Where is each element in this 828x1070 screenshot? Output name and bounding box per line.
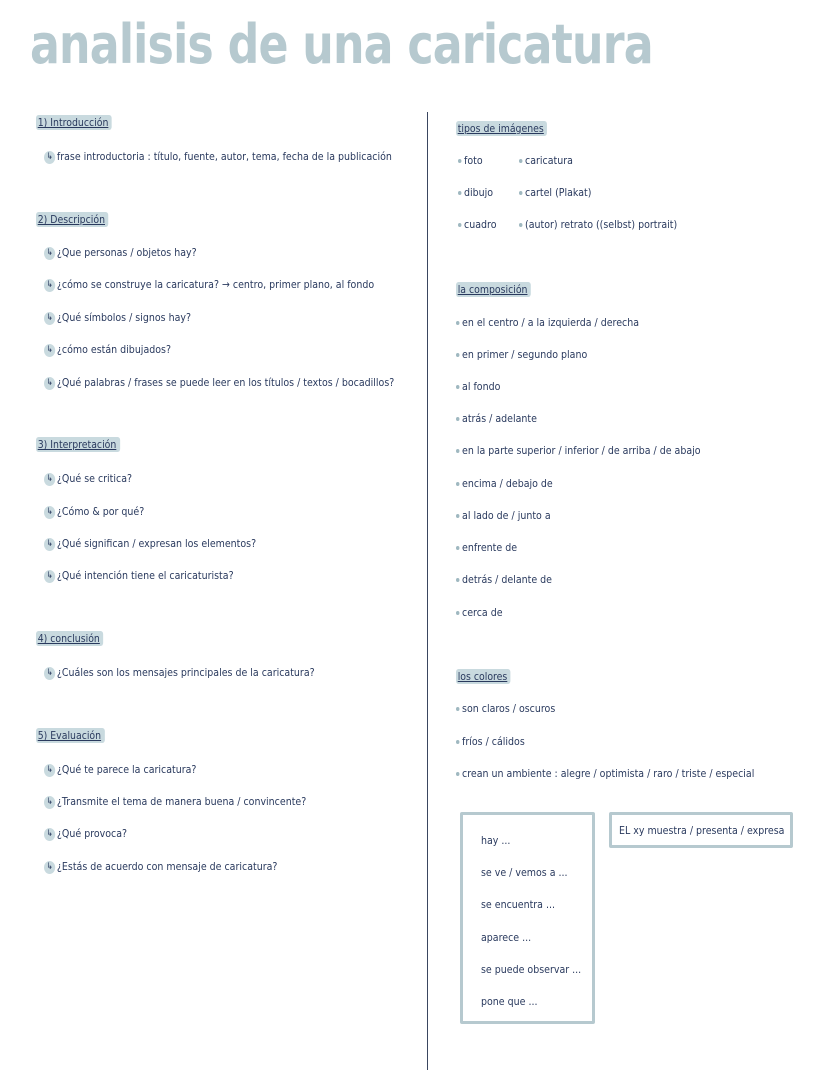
- list-item: fríos / cálidos: [456, 735, 525, 748]
- list-item: ↳ ¿Transmite el tema de manera buena / convincente?: [44, 795, 306, 809]
- bullet-icon: [458, 191, 461, 195]
- arrow-icon: ↳: [44, 828, 55, 841]
- list-item: ↳ ¿Qué provoca?: [44, 827, 127, 841]
- box-phrase: pone que ...: [481, 995, 538, 1008]
- heading-colores: los colores: [456, 669, 511, 684]
- list-item: ↳ ¿Que personas / objetos hay?: [44, 246, 197, 260]
- list-item: atrás / adelante: [456, 412, 537, 425]
- heading-introduccion: 1) Introducción: [36, 115, 112, 130]
- list-item: cartel (Plakat): [519, 186, 591, 199]
- list-item: ↳ ¿cómo se construye la caricatura? → centro, primer plano, al fondo: [44, 278, 374, 292]
- heading-composicion: la composición: [456, 282, 531, 297]
- arrow-icon: ↳: [44, 538, 55, 551]
- list-item: (autor) retrato ((selbst) portrait): [519, 218, 677, 231]
- heading-evaluacion: 5) Evaluación: [36, 728, 104, 743]
- column-divider: [427, 112, 428, 1070]
- bullet-icon: [458, 159, 461, 163]
- list-item: al lado de / junto a: [456, 509, 551, 522]
- bullet-icon: [456, 611, 459, 615]
- arrow-icon: ↳: [44, 570, 55, 583]
- bullet-icon: [456, 578, 459, 582]
- arrow-icon: ↳: [44, 312, 55, 325]
- arrow-icon: ↳: [44, 151, 55, 164]
- bullet-icon: [456, 385, 459, 389]
- box-phrase: aparece ...: [481, 931, 532, 944]
- list-item: ↳ ¿Cuáles son los mensajes principales de la caricatura?: [44, 666, 315, 680]
- heading-descripcion: 2) Descripción: [36, 212, 108, 227]
- bullet-icon: [519, 223, 522, 227]
- bullet-icon: [456, 321, 459, 325]
- list-item: ↳ ¿Estás de acuerdo con mensaje de caricatura?: [44, 860, 277, 874]
- arrow-icon: ↳: [44, 473, 55, 486]
- list-item: dibujo: [458, 186, 493, 199]
- list-item: ↳ ¿Qué intención tiene el caricaturista?: [44, 569, 234, 583]
- bullet-icon: [456, 740, 459, 744]
- arrow-icon: ↳: [44, 796, 55, 809]
- list-item: en primer / segundo plano: [456, 348, 587, 361]
- arrow-icon: ↳: [44, 279, 55, 292]
- list-item: enfrente de: [456, 541, 517, 554]
- list-item: foto: [458, 154, 483, 167]
- arrow-icon: ↳: [44, 764, 55, 777]
- box-phrase: se ve / vemos a ...: [481, 866, 568, 879]
- list-item: ↳ ¿Qué palabras / frases se puede leer en los títulos / textos / bocadillos?: [44, 376, 394, 390]
- arrow-icon: ↳: [44, 506, 55, 519]
- box-note: EL xy muestra / presenta / expresa: [619, 824, 785, 837]
- bullet-icon: [456, 707, 459, 711]
- list-item: ↳ ¿Qué significan / expresan los elementos?: [44, 537, 256, 551]
- list-item: ↳ ¿Qué símbolos / signos hay?: [44, 311, 191, 325]
- list-item: ↳ frase introductoria : título, fuente, autor, tema, fecha de la publicación: [44, 150, 392, 164]
- list-item: ↳ ¿cómo están dibujados?: [44, 343, 171, 357]
- arrow-icon: ↳: [44, 861, 55, 874]
- bullet-icon: [519, 159, 522, 163]
- page-title: analisis de una caricatura: [30, 13, 653, 76]
- bullet-icon: [519, 191, 522, 195]
- bullet-icon: [456, 514, 459, 518]
- list-item: cerca de: [456, 606, 503, 619]
- list-item: ↳ ¿Cómo & por qué?: [44, 505, 144, 519]
- list-item: caricatura: [519, 154, 573, 167]
- list-item: al fondo: [456, 380, 500, 393]
- list-item: en la parte superior / inferior / de arriba / de abajo: [456, 444, 701, 457]
- bullet-icon: [456, 546, 459, 550]
- bullet-icon: [456, 417, 459, 421]
- list-item: ↳ ¿Qué te parece la caricatura?: [44, 763, 196, 777]
- box-phrase: se encuentra ...: [481, 898, 556, 911]
- bullet-icon: [456, 353, 459, 357]
- list-item: encima / debajo de: [456, 477, 553, 490]
- list-item: crean un ambiente : alegre / optimista / raro / triste / especial: [456, 767, 754, 780]
- list-item: detrás / delante de: [456, 573, 552, 586]
- arrow-icon: ↳: [44, 247, 55, 260]
- list-item: en el centro / a la izquierda / derecha: [456, 316, 639, 329]
- arrow-icon: ↳: [44, 377, 55, 390]
- bullet-icon: [456, 772, 459, 776]
- list-item: ↳ ¿Qué se critica?: [44, 472, 132, 486]
- heading-interpretacion: 3) Interpretación: [36, 437, 120, 452]
- bullet-icon: [458, 223, 461, 227]
- bullet-icon: [456, 482, 459, 486]
- list-item: son claros / oscuros: [456, 702, 555, 715]
- box-phrase: hay ...: [481, 834, 511, 847]
- bullet-icon: [456, 449, 459, 453]
- list-item: cuadro: [458, 218, 496, 231]
- arrow-icon: ↳: [44, 667, 55, 680]
- heading-conclusion: 4) conclusión: [36, 631, 103, 646]
- heading-tipos-imagenes: tipos de imágenes: [456, 121, 547, 136]
- arrow-icon: ↳: [44, 344, 55, 357]
- box-phrase: se puede observar ...: [481, 963, 582, 976]
